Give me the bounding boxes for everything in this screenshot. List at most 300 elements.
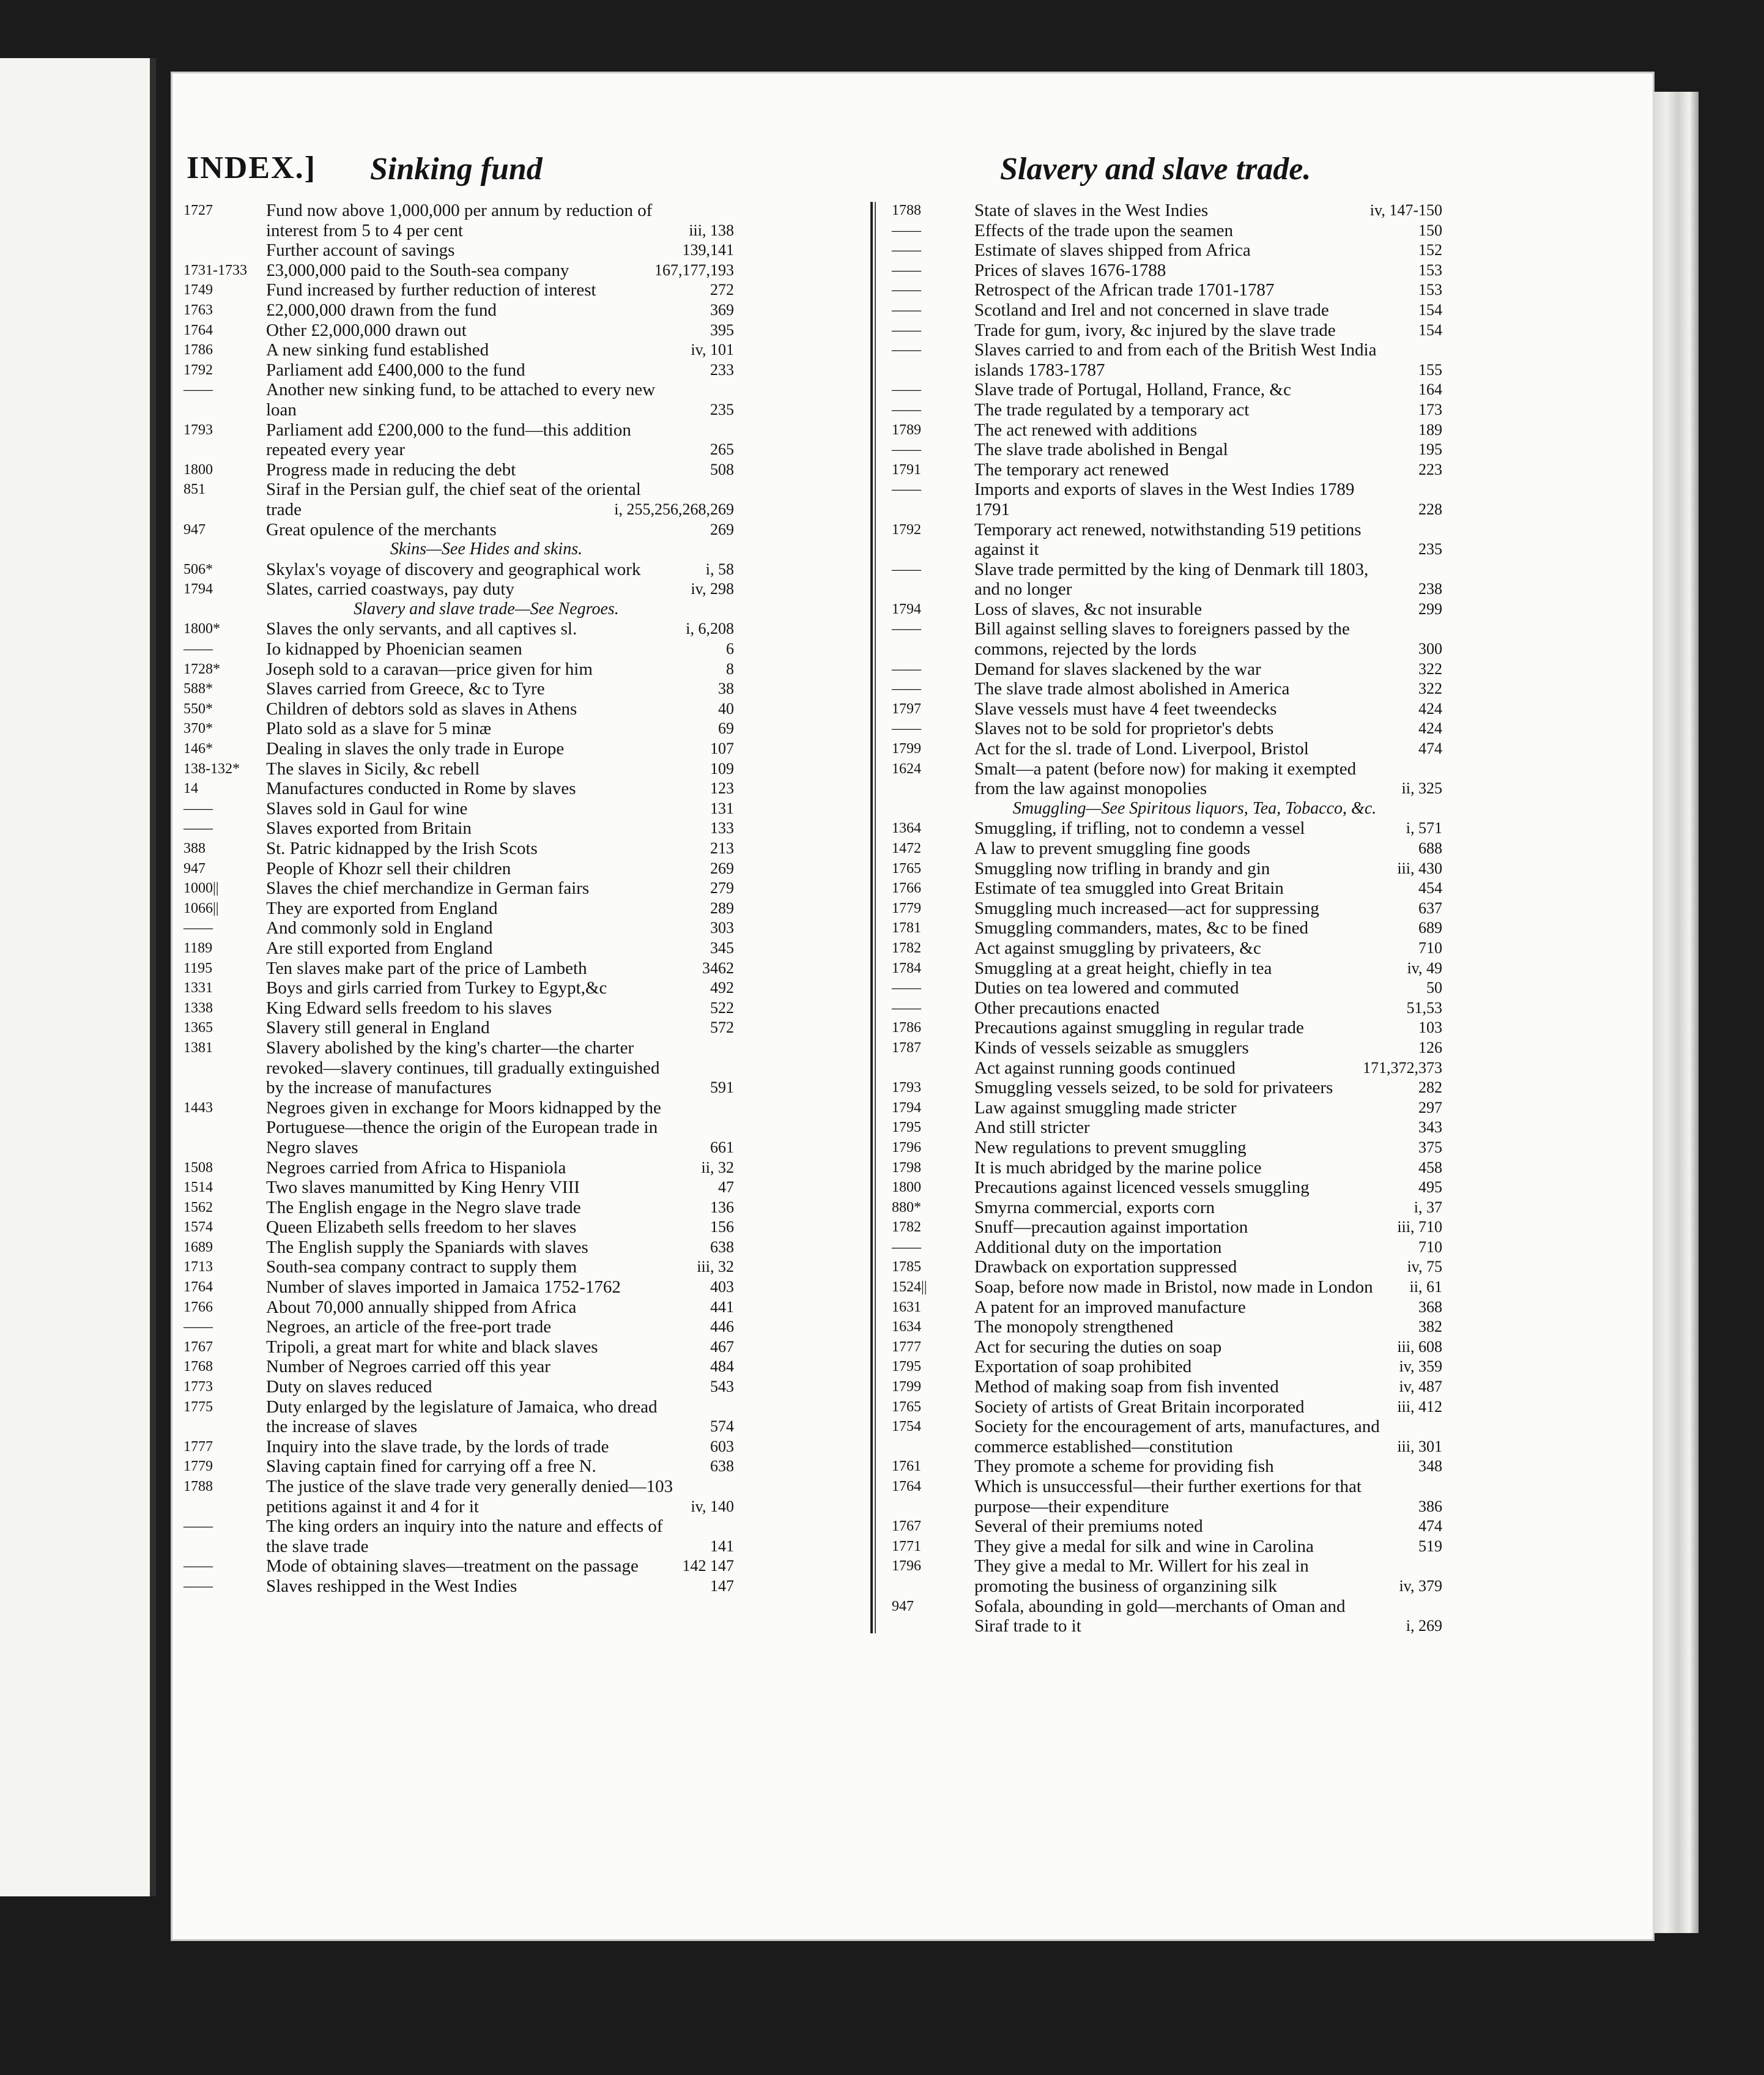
index-entry bbox=[183, 699, 734, 719]
index-entry bbox=[183, 779, 734, 799]
index-entry bbox=[892, 1317, 1442, 1337]
entry-text: Imports and exports of slaves in the West Indies 1789 1791 bbox=[974, 480, 1355, 519]
entry-text: Slavery abolished by the king's charter—the charter revoked—slavery continues, till gradually extinguished by the increase of manufactures bbox=[266, 1038, 660, 1098]
index-entry bbox=[892, 1058, 1442, 1078]
entry-text: Slates, carried coastways, pay duty bbox=[266, 579, 514, 599]
index-entry bbox=[892, 420, 1442, 440]
index-entry bbox=[183, 1357, 734, 1377]
entry-year: 550* bbox=[183, 700, 213, 717]
entry-year: 1796 bbox=[892, 1139, 921, 1156]
index-entry bbox=[183, 579, 734, 599]
index-entry bbox=[183, 719, 734, 739]
entry-year: —— bbox=[892, 1239, 921, 1255]
index-entry bbox=[892, 400, 1442, 420]
entry-text: Soap, before now made in Bristol, now made in London bbox=[974, 1277, 1373, 1297]
index-entry bbox=[183, 799, 734, 819]
entry-page-reference: 638 bbox=[710, 1457, 734, 1476]
entry-year: —— bbox=[892, 322, 921, 338]
index-entry bbox=[183, 1158, 734, 1178]
entry-page-reference: 467 bbox=[710, 1337, 734, 1356]
entry-text: Smuggling at a great height, chiefly in tea bbox=[974, 958, 1272, 978]
index-entry bbox=[183, 1317, 734, 1337]
entry-text: Which is unsuccessful—their further exertions for that purpose—their expenditure bbox=[974, 1477, 1362, 1516]
entry-text: Negroes given in exchange for Moors kidnapped by the Portuguese—thence the origin of the European trade in Negro slaves bbox=[266, 1097, 661, 1157]
entry-year: 947 bbox=[892, 1598, 914, 1614]
entry-page-reference: 661 bbox=[710, 1138, 734, 1156]
entry-year: 138-132* bbox=[183, 760, 240, 777]
entry-page-reference: 238 bbox=[1418, 580, 1442, 598]
entry-text: Manufactures conducted in Rome by slaves bbox=[266, 779, 576, 799]
entry-text: Duties on tea lowered and commuted bbox=[974, 978, 1239, 998]
entry-page-reference: 38 bbox=[718, 680, 734, 698]
entry-page-reference: 235 bbox=[1418, 540, 1442, 559]
entry-page-reference: iv, 49 bbox=[1407, 959, 1442, 977]
entry-page-reference: 269 bbox=[710, 859, 734, 877]
entry-page-reference: 189 bbox=[1418, 420, 1442, 439]
entry-text: They give a medal for silk and wine in Carolina bbox=[974, 1536, 1314, 1556]
entry-text: Another new sinking fund, to be attached to every new loan bbox=[266, 380, 656, 420]
entry-text: The slave trade abolished in Bengal bbox=[974, 440, 1228, 460]
entry-text: The act renewed with additions bbox=[974, 420, 1197, 440]
entry-text: Great opulence of the merchants bbox=[266, 519, 497, 540]
entry-text: Precautions against licenced vessels smuggling bbox=[974, 1178, 1310, 1198]
entry-text: Duty on slaves reduced bbox=[266, 1377, 432, 1397]
entry-year: 1764 bbox=[183, 322, 213, 338]
entry-year: —— bbox=[892, 302, 921, 318]
entry-page-reference: i, 58 bbox=[705, 560, 734, 578]
entry-year: 1794 bbox=[183, 581, 213, 598]
entry-page-reference: 446 bbox=[710, 1318, 734, 1336]
entry-page-reference: 395 bbox=[710, 321, 734, 339]
entry-year: 1624 bbox=[892, 760, 921, 777]
entry-year: 1574 bbox=[183, 1219, 213, 1236]
right-index-column bbox=[892, 201, 1442, 1636]
entry-year: —— bbox=[892, 621, 921, 637]
entry-text: The English engage in the Negro slave trade bbox=[266, 1197, 581, 1217]
index-entry bbox=[892, 1138, 1442, 1158]
index-entry bbox=[892, 1217, 1442, 1238]
entry-page-reference: 107 bbox=[710, 740, 734, 758]
index-entry bbox=[892, 1297, 1442, 1318]
entry-year: —— bbox=[892, 980, 921, 997]
index-entry bbox=[892, 560, 1442, 599]
entry-page-reference: 265 bbox=[710, 440, 734, 459]
index-entry bbox=[183, 520, 734, 540]
index-entry bbox=[892, 1118, 1442, 1138]
entry-page-reference: 173 bbox=[1418, 400, 1442, 418]
entry-page-reference: 171,372,373 bbox=[1363, 1058, 1442, 1077]
index-entry bbox=[892, 1537, 1442, 1557]
entry-page-reference: iv, 147-150 bbox=[1369, 201, 1442, 219]
entry-page-reference: 454 bbox=[1418, 879, 1442, 897]
entry-text: It is much abridged by the marine police bbox=[974, 1157, 1262, 1178]
entry-text: Siraf in the Persian gulf, the chief seat of the oriental trade bbox=[266, 480, 641, 519]
entry-year: —— bbox=[892, 442, 921, 458]
entry-text: The temporary act renewed bbox=[974, 459, 1169, 480]
index-entry bbox=[892, 240, 1442, 261]
index-entry bbox=[183, 1238, 734, 1258]
entry-year: 1766 bbox=[892, 880, 921, 897]
entry-year: 146* bbox=[183, 741, 213, 757]
index-entry bbox=[892, 1556, 1442, 1596]
entry-text: Snuff—precaution against importation bbox=[974, 1217, 1248, 1238]
entry-year: 947 bbox=[183, 860, 206, 877]
entry-year: —— bbox=[183, 1558, 213, 1575]
entry-text: Other precautions enacted bbox=[974, 998, 1160, 1018]
entry-year: 1514 bbox=[183, 1179, 213, 1196]
entry-year: 1796 bbox=[892, 1558, 921, 1575]
entry-page-reference: 103 bbox=[1418, 1019, 1442, 1037]
index-entry bbox=[892, 1377, 1442, 1397]
index-cross-reference: Smuggling—See Spiritous liquors, Tea, Tobacco, &c. bbox=[1012, 798, 1377, 818]
index-entry bbox=[183, 759, 734, 779]
entry-text: Estimate of slaves shipped from Africa bbox=[974, 240, 1251, 261]
entry-year: 1764 bbox=[892, 1479, 921, 1494]
entry-page-reference: 543 bbox=[710, 1378, 734, 1396]
entry-text: Society of artists of Great Britain incorporated bbox=[974, 1397, 1305, 1417]
entry-page-reference: i, 255,256,268,269 bbox=[614, 500, 734, 518]
entry-page-reference: 269 bbox=[710, 520, 734, 538]
entry-text: Act against running goods continued bbox=[974, 1058, 1236, 1078]
entry-year: 1788 bbox=[183, 1479, 213, 1494]
entry-page-reference: 123 bbox=[710, 779, 734, 798]
entry-text: Smyrna commercial, exports corn bbox=[974, 1197, 1215, 1217]
entry-year: —— bbox=[183, 1578, 213, 1594]
entry-page-reference: i, 571 bbox=[1406, 819, 1442, 837]
index-entry bbox=[183, 1198, 734, 1218]
entry-text: Ten slaves make part of the price of Lambeth bbox=[266, 958, 587, 978]
entry-page-reference: 69 bbox=[718, 719, 734, 738]
index-entry bbox=[892, 1178, 1442, 1198]
entry-year: 1771 bbox=[892, 1538, 921, 1554]
entry-year: 880* bbox=[892, 1199, 921, 1216]
entry-page-reference: iv, 140 bbox=[691, 1497, 734, 1515]
entry-text: Children of debtors sold as slaves in Athens bbox=[266, 699, 577, 719]
index-entry bbox=[892, 878, 1442, 899]
entry-page-reference: ii, 61 bbox=[1409, 1278, 1442, 1296]
entry-text: Joseph sold to a caravan—price given for him bbox=[266, 659, 593, 679]
entry-page-reference: 8 bbox=[726, 659, 734, 678]
entry-page-reference: iii, 301 bbox=[1397, 1437, 1442, 1455]
entry-page-reference: 195 bbox=[1418, 440, 1442, 459]
entry-year: 14 bbox=[183, 781, 198, 797]
entry-text: Smuggling now trifling in brandy and gin bbox=[974, 858, 1270, 878]
entry-page-reference: iv, 359 bbox=[1399, 1357, 1442, 1376]
entry-text: The English supply the Spaniards with slaves bbox=[266, 1237, 588, 1257]
entry-page-reference: 167,177,193 bbox=[654, 261, 734, 279]
entry-year: 1793 bbox=[183, 421, 213, 438]
entry-text: Slave vessels must have 4 feet tweendecks bbox=[974, 699, 1277, 719]
entry-year: 1792 bbox=[892, 521, 921, 538]
entry-year: 1781 bbox=[892, 920, 921, 937]
index-entry bbox=[892, 340, 1442, 380]
entry-text: Exportation of soap prohibited bbox=[974, 1357, 1192, 1377]
entry-year: 1728* bbox=[183, 661, 220, 677]
entry-page-reference: 322 bbox=[1418, 659, 1442, 678]
entry-page-reference: 572 bbox=[710, 1019, 734, 1037]
entry-year: 1689 bbox=[183, 1239, 213, 1255]
index-entry bbox=[892, 978, 1442, 998]
entry-text: Slaves not to be sold for proprietor's debts bbox=[974, 719, 1274, 739]
entry-text: Smuggling vessels seized, to be sold for privateers bbox=[974, 1078, 1333, 1098]
entry-text: Number of Negroes carried off this year bbox=[266, 1357, 550, 1377]
entry-text: Skylax's voyage of discovery and geographical work bbox=[266, 559, 641, 579]
entry-year: 1799 bbox=[892, 1379, 921, 1395]
entry-text: Method of making soap from fish invented bbox=[974, 1377, 1279, 1397]
entry-text: Retrospect of the African trade 1701-1787 bbox=[974, 280, 1275, 300]
entry-page-reference: 322 bbox=[1418, 680, 1442, 698]
entry-page-reference: 156 bbox=[710, 1218, 734, 1236]
entry-page-reference: 386 bbox=[1418, 1497, 1442, 1515]
index-entry bbox=[892, 1038, 1442, 1058]
entry-text: Tripoli, a great mart for white and black slaves bbox=[266, 1337, 598, 1357]
entry-page-reference: 303 bbox=[710, 919, 734, 937]
entry-text: The king orders an inquiry into the nature and effects of the slave trade bbox=[266, 1516, 663, 1556]
entry-text: Smuggling, if trifling, not to condemn a vessel bbox=[974, 818, 1305, 839]
entry-text: Negroes, an article of the free-port trade bbox=[266, 1317, 552, 1337]
entry-page-reference: 382 bbox=[1418, 1318, 1442, 1336]
entry-page-reference: 223 bbox=[1418, 460, 1442, 478]
entry-text: Dealing in slaves the only trade in Europe bbox=[266, 739, 565, 759]
entry-text: Society for the encouragement of arts, manufactures, and commerce established—constitution bbox=[974, 1417, 1380, 1457]
entry-page-reference: 150 bbox=[1418, 221, 1442, 239]
entry-year: 588* bbox=[183, 681, 213, 697]
entry-year: 1472 bbox=[892, 841, 921, 856]
entry-year: 1331 bbox=[183, 980, 213, 997]
entry-text: They give a medal to Mr. Willert for his zeal in promoting the business of organzining silk bbox=[974, 1556, 1309, 1596]
entry-page-reference: 109 bbox=[710, 759, 734, 778]
entry-text: Number of slaves imported in Jamaica 1752-1762 bbox=[266, 1277, 621, 1297]
index-entry bbox=[183, 1556, 734, 1576]
entry-text: Drawback on exportation suppressed bbox=[974, 1257, 1237, 1277]
entry-text: Slaves carried to and from each of the British West India islands 1783-1787 bbox=[974, 340, 1377, 380]
entry-text: Fund now above 1,000,000 per annum by reduction of interest from 5 to 4 per cent bbox=[266, 201, 653, 240]
entry-year: 1773 bbox=[183, 1379, 213, 1395]
entry-text: Parliament add £400,000 to the fund bbox=[266, 360, 525, 380]
entry-year: 1768 bbox=[183, 1359, 213, 1375]
entry-page-reference: iii, 32 bbox=[697, 1258, 734, 1276]
entry-text: Act for the sl. trade of Lond. Liverpool, Bristol bbox=[974, 739, 1309, 759]
entry-year: 1763 bbox=[183, 302, 213, 318]
entry-year: 1800* bbox=[183, 621, 220, 637]
entry-text: About 70,000 annually shipped from Africa bbox=[266, 1297, 577, 1317]
entry-year: 1782 bbox=[892, 1219, 921, 1236]
entry-page-reference: 164 bbox=[1418, 380, 1442, 399]
entry-text: People of Khozr sell their children bbox=[266, 858, 511, 878]
entry-page-reference: iv, 379 bbox=[1399, 1576, 1442, 1595]
entry-page-reference: 403 bbox=[710, 1278, 734, 1296]
entry-text: £2,000,000 drawn from the fund bbox=[266, 300, 497, 320]
entry-year: 1765 bbox=[892, 860, 921, 877]
entry-page-reference: 375 bbox=[1418, 1138, 1442, 1156]
entry-year: 1766 bbox=[183, 1299, 213, 1315]
index-entry bbox=[892, 1277, 1442, 1297]
entry-page-reference: 136 bbox=[710, 1198, 734, 1216]
index-entry bbox=[892, 1516, 1442, 1537]
index-entry bbox=[183, 1038, 734, 1098]
index-entry bbox=[183, 1217, 734, 1238]
entry-year: 1764 bbox=[183, 1279, 213, 1296]
entry-year: 506* bbox=[183, 561, 213, 577]
entry-year: 1794 bbox=[892, 601, 921, 617]
entry-year: 1338 bbox=[183, 1000, 213, 1016]
entry-page-reference: 50 bbox=[1426, 979, 1442, 997]
entry-year: 1767 bbox=[183, 1338, 213, 1355]
entry-year: 1777 bbox=[892, 1338, 921, 1355]
entry-text: A patent for an improved manufacture bbox=[974, 1297, 1246, 1317]
index-entry bbox=[183, 1257, 734, 1277]
entry-text: Queen Elizabeth sells freedom to her slaves bbox=[266, 1217, 577, 1238]
entry-year: —— bbox=[892, 1000, 921, 1016]
entry-text: Slave trade permitted by the king of Denmark till 1803, and no longer bbox=[974, 559, 1369, 599]
entry-page-reference: 603 bbox=[710, 1437, 734, 1455]
entry-page-reference: 574 bbox=[710, 1417, 734, 1436]
entry-page-reference: 368 bbox=[1418, 1297, 1442, 1316]
index-entry bbox=[183, 1178, 734, 1198]
entry-page-reference: iv, 298 bbox=[691, 580, 734, 598]
entry-text: Inquiry into the slave trade, by the lords of trade bbox=[266, 1436, 609, 1457]
entry-year: 851 bbox=[183, 481, 206, 498]
page-stack-edge bbox=[1653, 92, 1699, 1933]
index-entry bbox=[183, 360, 734, 380]
entry-text: Two slaves manumitted by King Henry VIII bbox=[266, 1178, 580, 1198]
index-entry bbox=[183, 420, 734, 460]
entry-page-reference: 154 bbox=[1418, 321, 1442, 339]
entry-page-reference: 289 bbox=[710, 899, 734, 917]
entry-text: Loss of slaves, &c not insurable bbox=[974, 599, 1203, 619]
entry-text: They promote a scheme for providing fish bbox=[974, 1457, 1274, 1477]
index-cross-reference: Skins—See Hides and skins. bbox=[390, 540, 583, 559]
entry-page-reference: iv, 101 bbox=[691, 341, 734, 359]
entry-page-reference: i, 269 bbox=[1406, 1617, 1442, 1635]
entry-page-reference: 279 bbox=[710, 879, 734, 897]
index-entry bbox=[892, 679, 1442, 699]
index-entry bbox=[183, 340, 734, 360]
index-entry bbox=[183, 1018, 734, 1038]
entry-text: Boys and girls carried from Turkey to Egypt,&c bbox=[266, 978, 607, 998]
entry-year: 1787 bbox=[892, 1039, 921, 1056]
entry-year: 1066|| bbox=[183, 900, 219, 916]
entry-text: Slaves carried from Greece, &c to Tyre bbox=[266, 679, 545, 699]
index-entry bbox=[183, 918, 734, 938]
index-entry bbox=[892, 719, 1442, 739]
index-entry bbox=[183, 1516, 734, 1556]
entry-page-reference: iii, 608 bbox=[1397, 1337, 1442, 1356]
entry-year: 1784 bbox=[892, 960, 921, 976]
entry-year: —— bbox=[183, 1319, 213, 1335]
entry-year: 1000|| bbox=[183, 880, 219, 897]
entry-page-reference: 133 bbox=[710, 819, 734, 837]
index-entry bbox=[183, 859, 734, 879]
entry-page-reference: 591 bbox=[710, 1078, 734, 1097]
index-entry bbox=[183, 321, 734, 341]
entry-page-reference: 155 bbox=[1418, 360, 1442, 379]
entry-text: Act for securing the duties on soap bbox=[974, 1337, 1222, 1357]
index-entry bbox=[183, 480, 734, 519]
entry-year: —— bbox=[183, 800, 213, 817]
index-entry bbox=[183, 998, 734, 1019]
entry-text: Precautions against smuggling in regular trade bbox=[974, 1018, 1304, 1038]
index-entry bbox=[892, 918, 1442, 938]
index-entry bbox=[892, 1357, 1442, 1377]
entry-year: 1793 bbox=[892, 1080, 921, 1096]
entry-page-reference: 424 bbox=[1418, 699, 1442, 718]
entry-year: 1799 bbox=[892, 741, 921, 757]
entry-text: Prices of slaves 1676-1788 bbox=[974, 260, 1166, 280]
entry-page-reference: 519 bbox=[1418, 1537, 1442, 1555]
entry-text: St. Patric kidnapped by the Irish Scots bbox=[266, 839, 538, 858]
index-entry bbox=[183, 839, 734, 859]
entry-page-reference: 343 bbox=[1418, 1118, 1442, 1137]
entry-year: 370* bbox=[183, 721, 213, 737]
entry-page-reference: 688 bbox=[1418, 839, 1442, 857]
entry-text: Io kidnapped by Phoenician seamen bbox=[266, 639, 522, 659]
entry-page-reference: 297 bbox=[1418, 1098, 1442, 1116]
entry-year: —— bbox=[892, 282, 921, 299]
entry-year: 1508 bbox=[183, 1159, 213, 1176]
entry-text: Smalt—a patent (before now) for making it exempted from the law against monopolies bbox=[974, 759, 1357, 799]
index-entry bbox=[892, 221, 1442, 241]
entry-page-reference: iv, 75 bbox=[1407, 1258, 1442, 1276]
entry-text: Sofala, abounding in gold—merchants of Oman and Siraf trade to it bbox=[974, 1596, 1346, 1636]
entry-year: 1785 bbox=[892, 1259, 921, 1275]
entry-text: Slaving captain fined for carrying off a free N. bbox=[266, 1457, 596, 1477]
index-entry bbox=[892, 998, 1442, 1019]
entry-year: 1782 bbox=[892, 940, 921, 956]
entry-text: Mode of obtaining slaves—treatment on the passage bbox=[266, 1556, 639, 1576]
entry-year: —— bbox=[892, 401, 921, 418]
index-label: INDEX.] bbox=[187, 150, 316, 185]
entry-text: King Edward sells freedom to his slaves bbox=[266, 998, 552, 1018]
entry-page-reference: 233 bbox=[710, 360, 734, 379]
index-entry bbox=[892, 300, 1442, 321]
entry-page-reference: 282 bbox=[1418, 1078, 1442, 1097]
index-entry bbox=[892, 1457, 1442, 1477]
entry-year: 1524|| bbox=[892, 1279, 927, 1296]
entry-text: Slave trade of Portugal, Holland, France, &c bbox=[974, 380, 1291, 400]
entry-year: —— bbox=[183, 382, 213, 398]
entry-page-reference: 3462 bbox=[702, 959, 734, 977]
index-entry bbox=[183, 560, 734, 580]
entry-text: £3,000,000 paid to the South-sea company bbox=[266, 260, 569, 280]
entry-year: —— bbox=[892, 262, 921, 278]
index-entry bbox=[183, 1277, 734, 1297]
entry-year: 1795 bbox=[892, 1119, 921, 1136]
entry-text: Effects of the trade upon the seamen bbox=[974, 220, 1234, 240]
entry-text: Further account of savings bbox=[266, 240, 455, 261]
index-entry bbox=[183, 300, 734, 321]
entry-text: Kinds of vessels seizable as smugglers bbox=[974, 1038, 1249, 1058]
entry-year: 1791 bbox=[892, 461, 921, 478]
entry-year: —— bbox=[892, 681, 921, 697]
entry-year: —— bbox=[183, 1518, 213, 1535]
index-entry bbox=[183, 679, 734, 699]
index-cross-reference: Slavery and slave trade—See Negroes. bbox=[354, 599, 619, 618]
entry-year: 1562 bbox=[183, 1199, 213, 1216]
entry-page-reference: 441 bbox=[710, 1297, 734, 1316]
entry-text: Law against smuggling made stricter bbox=[974, 1097, 1237, 1118]
entry-year: 1713 bbox=[183, 1259, 213, 1275]
index-entry bbox=[183, 1397, 734, 1437]
index-entry bbox=[892, 938, 1442, 959]
index-entry bbox=[892, 1018, 1442, 1038]
index-entry bbox=[183, 1457, 734, 1477]
index-entry bbox=[892, 201, 1442, 221]
entry-text: The monopoly strengthened bbox=[974, 1317, 1174, 1337]
index-entry bbox=[183, 1377, 734, 1397]
entry-year: —— bbox=[892, 242, 921, 259]
entry-page-reference: 492 bbox=[710, 979, 734, 997]
